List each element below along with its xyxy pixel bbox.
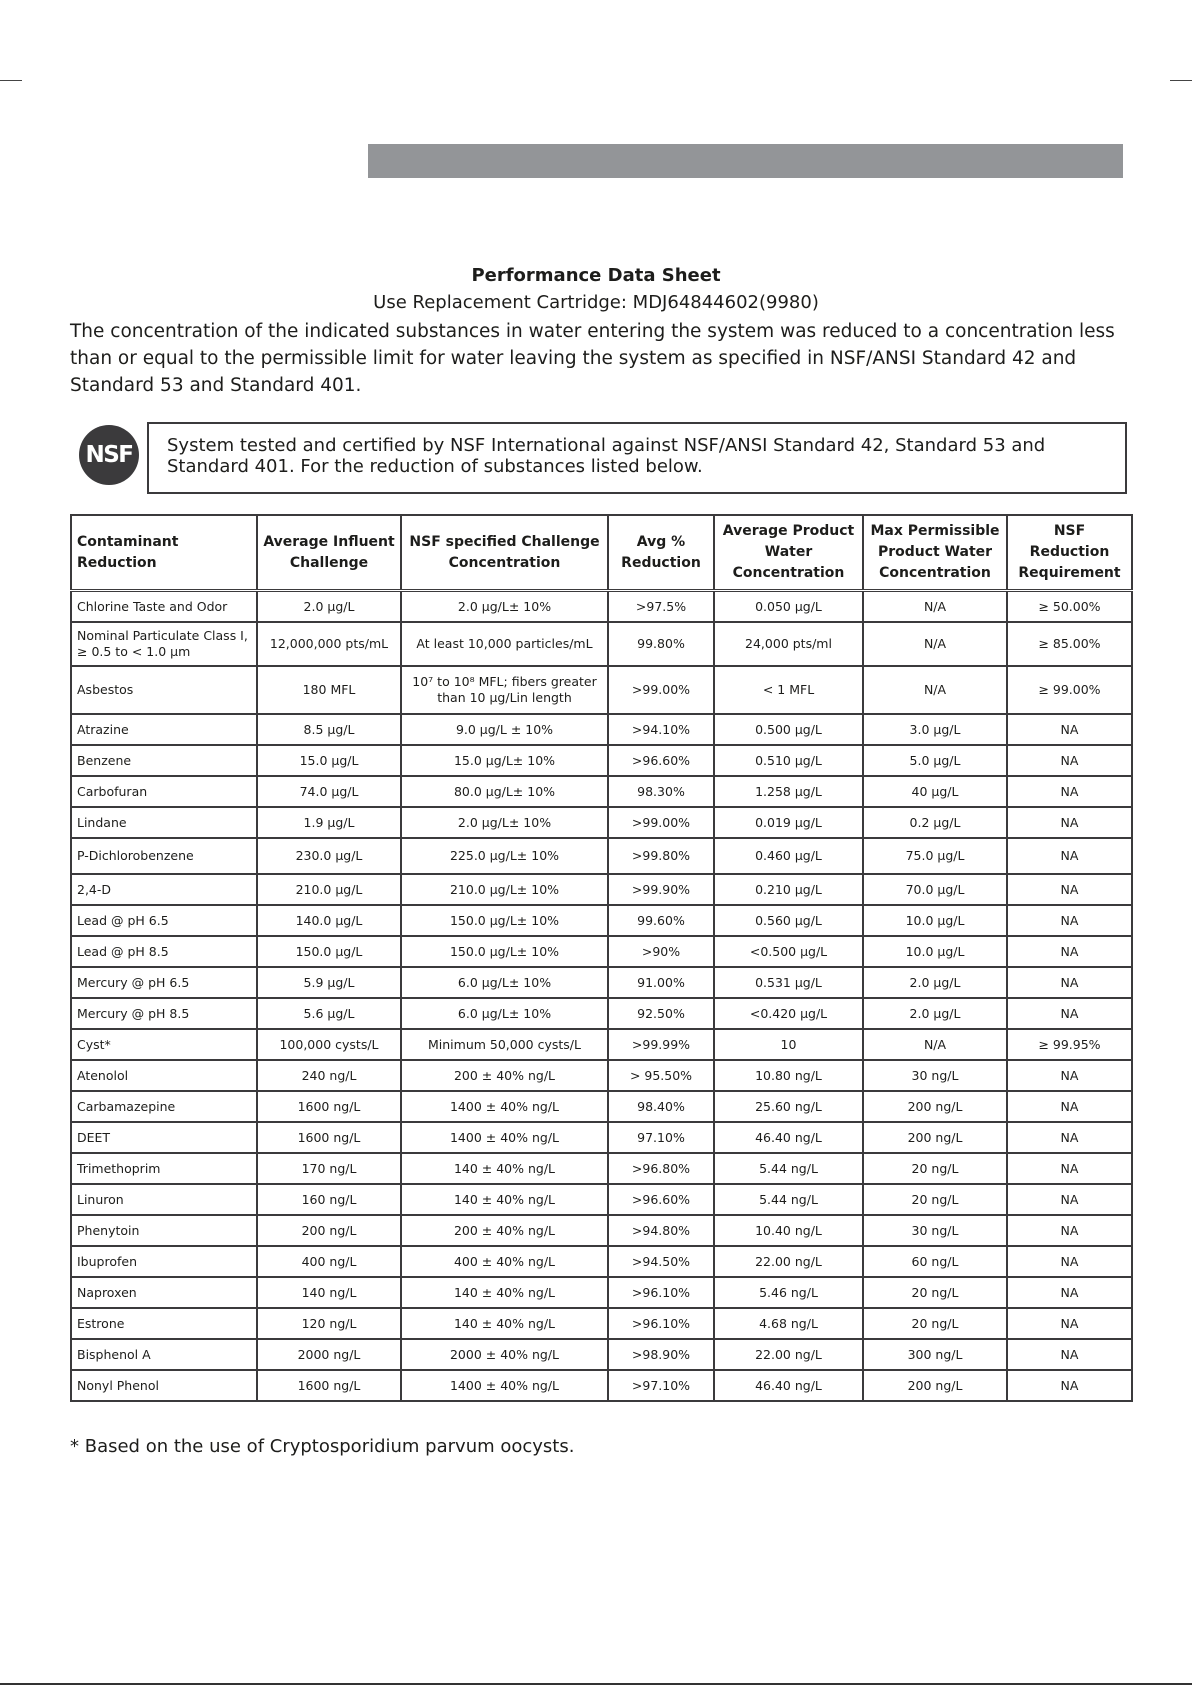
table-cell: >99.00% — [608, 666, 714, 714]
table-cell: NA — [1007, 807, 1132, 838]
table-cell: Cyst* — [71, 1029, 257, 1060]
table-cell: 97.10% — [608, 1122, 714, 1153]
table-cell: 5.6 µg/L — [257, 998, 401, 1029]
table-cell: NA — [1007, 1339, 1132, 1370]
table-cell: 1400 ± 40% ng/L — [401, 1122, 608, 1153]
table-cell: 0.019 µg/L — [714, 807, 863, 838]
table-cell: 150.0 µg/L — [257, 936, 401, 967]
table-cell: Chlorine Taste and Odor — [71, 591, 257, 623]
table-cell: 20 ng/L — [863, 1277, 1007, 1308]
table-cell: 1600 ng/L — [257, 1091, 401, 1122]
crop-mark-left — [0, 80, 22, 81]
table-cell: 0.531 µg/L — [714, 967, 863, 998]
table-row — [71, 1246, 1132, 1277]
table-cell: 10.0 µg/L — [863, 905, 1007, 936]
table-cell: DEET — [71, 1122, 257, 1153]
table-cell: NA — [1007, 1308, 1132, 1339]
table-cell: Trimethoprim — [71, 1153, 257, 1184]
table-cell: 99.60% — [608, 905, 714, 936]
table-cell: N/A — [863, 666, 1007, 714]
table-cell: 22.00 ng/L — [714, 1339, 863, 1370]
performance-table — [70, 514, 1133, 1402]
table-cell: 210.0 µg/L± 10% — [401, 874, 608, 905]
table-cell: 2.0 µg/L — [863, 998, 1007, 1029]
table-cell: Lead @ pH 8.5 — [71, 936, 257, 967]
col-header-product-water: Average Product Water Concentration — [714, 515, 863, 591]
table-cell: 210.0 µg/L — [257, 874, 401, 905]
table-cell: ≥ 50.00% — [1007, 591, 1132, 623]
table-cell: 140.0 µg/L — [257, 905, 401, 936]
table-cell: 8.5 µg/L — [257, 714, 401, 745]
table-cell: 60 ng/L — [863, 1246, 1007, 1277]
table-cell: 98.40% — [608, 1091, 714, 1122]
table-cell: < 1 MFL — [714, 666, 863, 714]
table-row — [71, 1122, 1132, 1153]
table-cell: Carbamazepine — [71, 1091, 257, 1122]
table-cell: 140 ng/L — [257, 1277, 401, 1308]
table-cell: Atenolol — [71, 1060, 257, 1091]
table-row — [71, 1370, 1132, 1401]
table-cell: Minimum 50,000 cysts/L — [401, 1029, 608, 1060]
table-cell: NA — [1007, 1153, 1132, 1184]
table-cell: 400 ng/L — [257, 1246, 401, 1277]
table-cell: 30 ng/L — [863, 1215, 1007, 1246]
table-cell: 2000 ± 40% ng/L — [401, 1339, 608, 1370]
table-cell: 1400 ± 40% ng/L — [401, 1370, 608, 1401]
table-cell: 230.0 µg/L — [257, 838, 401, 874]
table-header-row — [71, 515, 1132, 591]
table-cell: 5.9 µg/L — [257, 967, 401, 998]
table-row — [71, 1091, 1132, 1122]
table-cell: NA — [1007, 1060, 1132, 1091]
table-cell: ≥ 99.00% — [1007, 666, 1132, 714]
table-cell: >94.10% — [608, 714, 714, 745]
table-cell: >97.10% — [608, 1370, 714, 1401]
table-cell: 30 ng/L — [863, 1060, 1007, 1091]
table-cell: NA — [1007, 905, 1132, 936]
table-cell: NA — [1007, 936, 1132, 967]
table-cell: 200 ng/L — [863, 1091, 1007, 1122]
table-cell: 10⁷ to 10⁸ MFL; fibers greater than 10 µg/Lin length — [401, 666, 608, 714]
table-cell: 25.60 ng/L — [714, 1091, 863, 1122]
table-cell: 5.44 ng/L — [714, 1184, 863, 1215]
table-cell: Lead @ pH 6.5 — [71, 905, 257, 936]
table-row — [71, 1308, 1132, 1339]
table-row — [71, 1060, 1132, 1091]
table-cell: 200 ng/L — [257, 1215, 401, 1246]
table-cell: 2.0 µg/L — [257, 591, 401, 623]
table-cell: 9.0 µg/L ± 10% — [401, 714, 608, 745]
table-cell: 200 ng/L — [863, 1370, 1007, 1401]
table-cell: >94.50% — [608, 1246, 714, 1277]
footnote: * Based on the use of Cryptosporidium parvum oocysts. — [70, 1436, 575, 1457]
table-cell: >99.90% — [608, 874, 714, 905]
table-cell: 70.0 µg/L — [863, 874, 1007, 905]
table-cell: 0.210 µg/L — [714, 874, 863, 905]
table-cell: 0.560 µg/L — [714, 905, 863, 936]
table-cell: 1600 ng/L — [257, 1122, 401, 1153]
table-cell: 240 ng/L — [257, 1060, 401, 1091]
table-cell: 140 ± 40% ng/L — [401, 1153, 608, 1184]
table-cell: NA — [1007, 1215, 1132, 1246]
table-row — [71, 807, 1132, 838]
table-cell: N/A — [863, 591, 1007, 623]
table-cell: 74.0 µg/L — [257, 776, 401, 807]
table-cell: ≥ 99.95% — [1007, 1029, 1132, 1060]
table-cell: Linuron — [71, 1184, 257, 1215]
table-cell: NA — [1007, 838, 1132, 874]
table-cell: 160 ng/L — [257, 1184, 401, 1215]
table-cell: 0.2 µg/L — [863, 807, 1007, 838]
table-cell: Estrone — [71, 1308, 257, 1339]
table-cell: >90% — [608, 936, 714, 967]
table-cell: 2.0 µg/L — [863, 967, 1007, 998]
table-cell: > 95.50% — [608, 1060, 714, 1091]
table-cell: >99.00% — [608, 807, 714, 838]
table-cell: 46.40 ng/L — [714, 1370, 863, 1401]
table-cell: NA — [1007, 776, 1132, 807]
table-cell: >99.80% — [608, 838, 714, 874]
col-header-max-permissible: Max Permissible Product Water Concentration — [863, 515, 1007, 591]
table-cell: 75.0 µg/L — [863, 838, 1007, 874]
table-cell: 2,4-D — [71, 874, 257, 905]
table-cell: At least 10,000 particles/mL — [401, 622, 608, 666]
table-row — [71, 905, 1132, 936]
table-cell: >97.5% — [608, 591, 714, 623]
table-cell: N/A — [863, 622, 1007, 666]
table-row — [71, 714, 1132, 745]
table-cell: 2.0 µg/L± 10% — [401, 807, 608, 838]
table-cell: Ibuprofen — [71, 1246, 257, 1277]
table-row — [71, 666, 1132, 714]
table-cell: 0.510 µg/L — [714, 745, 863, 776]
table-cell: Benzene — [71, 745, 257, 776]
table-cell: 15.0 µg/L± 10% — [401, 745, 608, 776]
table-cell: 400 ± 40% ng/L — [401, 1246, 608, 1277]
table-cell: 99.80% — [608, 622, 714, 666]
table-cell: 0.460 µg/L — [714, 838, 863, 874]
table-cell: >96.60% — [608, 745, 714, 776]
table-cell: NA — [1007, 1184, 1132, 1215]
table-cell: Mercury @ pH 6.5 — [71, 967, 257, 998]
table-row — [71, 1184, 1132, 1215]
table-cell: Nonyl Phenol — [71, 1370, 257, 1401]
table-cell: NA — [1007, 967, 1132, 998]
table-cell: 0.050 µg/L — [714, 591, 863, 623]
col-header-requirement: NSF Reduction Requirement — [1007, 515, 1132, 591]
table-row — [71, 591, 1132, 623]
table-cell: 92.50% — [608, 998, 714, 1029]
table-cell: 10 — [714, 1029, 863, 1060]
table-cell: 150.0 µg/L± 10% — [401, 905, 608, 936]
table-cell: 3.0 µg/L — [863, 714, 1007, 745]
table-cell: NA — [1007, 1246, 1132, 1277]
table-cell: 1.9 µg/L — [257, 807, 401, 838]
col-header-avg-reduction: Avg % Reduction — [608, 515, 714, 591]
col-header-contaminant: Contaminant Reduction — [71, 515, 257, 591]
table-cell: NA — [1007, 1091, 1132, 1122]
table-cell: NA — [1007, 1370, 1132, 1401]
table-cell: 22.00 ng/L — [714, 1246, 863, 1277]
table-cell: 24,000 pts/ml — [714, 622, 863, 666]
table-cell: 150.0 µg/L± 10% — [401, 936, 608, 967]
table-cell: 140 ± 40% ng/L — [401, 1277, 608, 1308]
table-cell: Naproxen — [71, 1277, 257, 1308]
table-cell: 2.0 µg/L± 10% — [401, 591, 608, 623]
table-cell: 6.0 µg/L± 10% — [401, 998, 608, 1029]
table-cell: ≥ 85.00% — [1007, 622, 1132, 666]
table-cell: P-Dichlorobenzene — [71, 838, 257, 874]
table-cell: 100,000 cysts/L — [257, 1029, 401, 1060]
table-cell: 225.0 µg/L± 10% — [401, 838, 608, 874]
table-cell: <0.420 µg/L — [714, 998, 863, 1029]
table-cell: N/A — [863, 1029, 1007, 1060]
table-cell: 170 ng/L — [257, 1153, 401, 1184]
crop-mark-right — [1170, 80, 1192, 81]
table-cell: 0.500 µg/L — [714, 714, 863, 745]
table-row — [71, 776, 1132, 807]
table-cell: Atrazine — [71, 714, 257, 745]
table-cell: 91.00% — [608, 967, 714, 998]
table-cell: 5.0 µg/L — [863, 745, 1007, 776]
table-cell: 4.68 ng/L — [714, 1308, 863, 1339]
table-cell: 120 ng/L — [257, 1308, 401, 1339]
header-gray-bar — [368, 144, 1123, 178]
intro-paragraph: The concentration of the indicated substances in water entering the system was reduced to a concentration less than or equal to the permissible limit for water leaving the system as specified in NSF/ANSI Standard 42 and Standard 53 and Standard 401. — [70, 321, 1115, 396]
table-cell: 20 ng/L — [863, 1153, 1007, 1184]
table-cell: >96.80% — [608, 1153, 714, 1184]
table-row — [71, 1153, 1132, 1184]
col-header-challenge: NSF specified Challenge Concentration — [401, 515, 608, 591]
table-cell: 1600 ng/L — [257, 1370, 401, 1401]
table-cell: 6.0 µg/L± 10% — [401, 967, 608, 998]
page-subtitle: Use Replacement Cartridge: MDJ64844602(9980) — [373, 292, 819, 313]
table-cell: 10.40 ng/L — [714, 1215, 863, 1246]
table-row — [71, 622, 1132, 666]
table-cell: Nominal Particulate Class I, ≥ 0.5 to < 1.0 µm — [71, 622, 257, 666]
table-cell: Bisphenol A — [71, 1339, 257, 1370]
table-cell: 98.30% — [608, 776, 714, 807]
table-cell: 15.0 µg/L — [257, 745, 401, 776]
table-cell: <0.500 µg/L — [714, 936, 863, 967]
table-cell: >96.60% — [608, 1184, 714, 1215]
table-cell: 140 ± 40% ng/L — [401, 1308, 608, 1339]
table-row — [71, 1277, 1132, 1308]
table-cell: NA — [1007, 1122, 1132, 1153]
table-cell: Carbofuran — [71, 776, 257, 807]
table-cell: 80.0 µg/L± 10% — [401, 776, 608, 807]
table-cell: 5.44 ng/L — [714, 1153, 863, 1184]
table-cell: 140 ± 40% ng/L — [401, 1184, 608, 1215]
table-cell: 180 MFL — [257, 666, 401, 714]
table-cell: 200 ± 40% ng/L — [401, 1215, 608, 1246]
table-cell: NA — [1007, 874, 1132, 905]
table-cell: NA — [1007, 714, 1132, 745]
table-row — [71, 936, 1132, 967]
nsf-logo-icon — [79, 425, 139, 485]
nsf-logo-text: NSF — [85, 442, 133, 468]
table-cell: Lindane — [71, 807, 257, 838]
table-cell: 1400 ± 40% ng/L — [401, 1091, 608, 1122]
nsf-statement: System tested and certified by NSF International against NSF/ANSI Standard 42, Standard 53 and Standard 401. For the reduction of substances listed below. — [167, 435, 1046, 477]
table-cell: 1.258 µg/L — [714, 776, 863, 807]
table-cell: 10.80 ng/L — [714, 1060, 863, 1091]
table-cell: >98.90% — [608, 1339, 714, 1370]
table-cell: NA — [1007, 745, 1132, 776]
table-cell: Asbestos — [71, 666, 257, 714]
table-cell: 20 ng/L — [863, 1308, 1007, 1339]
table-cell: 10.0 µg/L — [863, 936, 1007, 967]
table-cell: 300 ng/L — [863, 1339, 1007, 1370]
table-cell: 200 ng/L — [863, 1122, 1007, 1153]
table-row — [71, 998, 1132, 1029]
table-cell: 5.46 ng/L — [714, 1277, 863, 1308]
table-cell: Phenytoin — [71, 1215, 257, 1246]
table-cell: 46.40 ng/L — [714, 1122, 863, 1153]
table-row — [71, 1215, 1132, 1246]
table-cell: >96.10% — [608, 1308, 714, 1339]
table-cell: >94.80% — [608, 1215, 714, 1246]
table-cell: 20 ng/L — [863, 1184, 1007, 1215]
table-cell: NA — [1007, 998, 1132, 1029]
table-cell: 200 ± 40% ng/L — [401, 1060, 608, 1091]
table-row — [71, 1029, 1132, 1060]
table-row — [71, 1339, 1132, 1370]
table-cell: 40 µg/L — [863, 776, 1007, 807]
table-cell: Mercury @ pH 8.5 — [71, 998, 257, 1029]
col-header-influent: Average Influent Challenge — [257, 515, 401, 591]
table-cell: >96.10% — [608, 1277, 714, 1308]
table-cell: 12,000,000 pts/mL — [257, 622, 401, 666]
table-cell: >99.99% — [608, 1029, 714, 1060]
nsf-certification-box — [147, 422, 1127, 494]
table-cell: 2000 ng/L — [257, 1339, 401, 1370]
table-row — [71, 838, 1132, 874]
table-row — [71, 874, 1132, 905]
table-row — [71, 745, 1132, 776]
table-cell: NA — [1007, 1277, 1132, 1308]
page-title: Performance Data Sheet — [471, 265, 721, 286]
table-row — [71, 967, 1132, 998]
